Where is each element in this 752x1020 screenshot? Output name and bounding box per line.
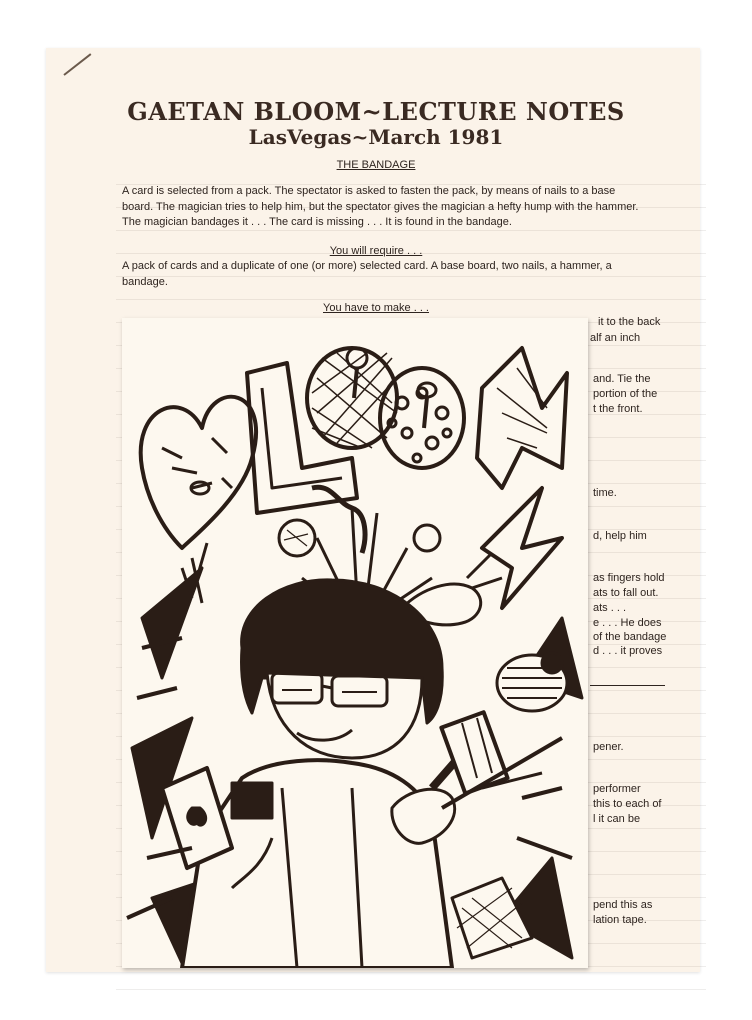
text-fragment: d, help him [593,530,647,542]
text-fragment: portion of the [593,388,658,400]
text-fragment: alf an inch [590,332,641,344]
cartoon-illustration [122,318,588,968]
make-heading: You have to make . . . [323,302,429,314]
text-fragment: and. Tie the [593,373,651,385]
text-fragment: l it can be [593,813,641,825]
intro-paragraph: A card is selected from a pack. The spectator is asked to fasten the pack, by means of nails to a base board. The magician tries to help him, but the spectator gives the magician a hefty hump with the hammer. The magician bandages it . . . The card is missing . . . It is found in the bandage. [122,185,639,228]
document-subtitle: LasVegas~March 1981 [248,125,504,149]
text-fragment: ats to fall out. [593,587,659,599]
text-fragment: t the front. [593,403,643,415]
section-heading: THE BANDAGE [336,159,416,171]
text-fragment: pener. [593,741,624,753]
text-fragment: pend this as [593,899,653,911]
document-title: GAETAN BLOOM~LECTURE NOTES [127,97,625,126]
text-fragment: as fingers hold [593,572,665,584]
section-divider [590,685,665,686]
require-heading: You will require . . . [329,245,423,257]
text-fragment: lation tape. [593,914,647,926]
text-fragment: e . . . He does [593,617,662,629]
cartoon-cover-card [122,318,588,968]
text-fragment: time. [593,487,617,499]
text-fragment: d . . . it proves [593,645,663,657]
text-fragment: ats . . . [593,602,627,614]
text-fragment: this to each of [593,798,662,810]
require-paragraph: A pack of cards and a duplicate of one (or more) selected card. A base board, two nails, a hammer, a bandage. [122,260,612,288]
text-fragment: performer [593,783,641,795]
text-fragment: it to the back [598,316,661,328]
text-fragment: of the bandage [593,631,667,643]
